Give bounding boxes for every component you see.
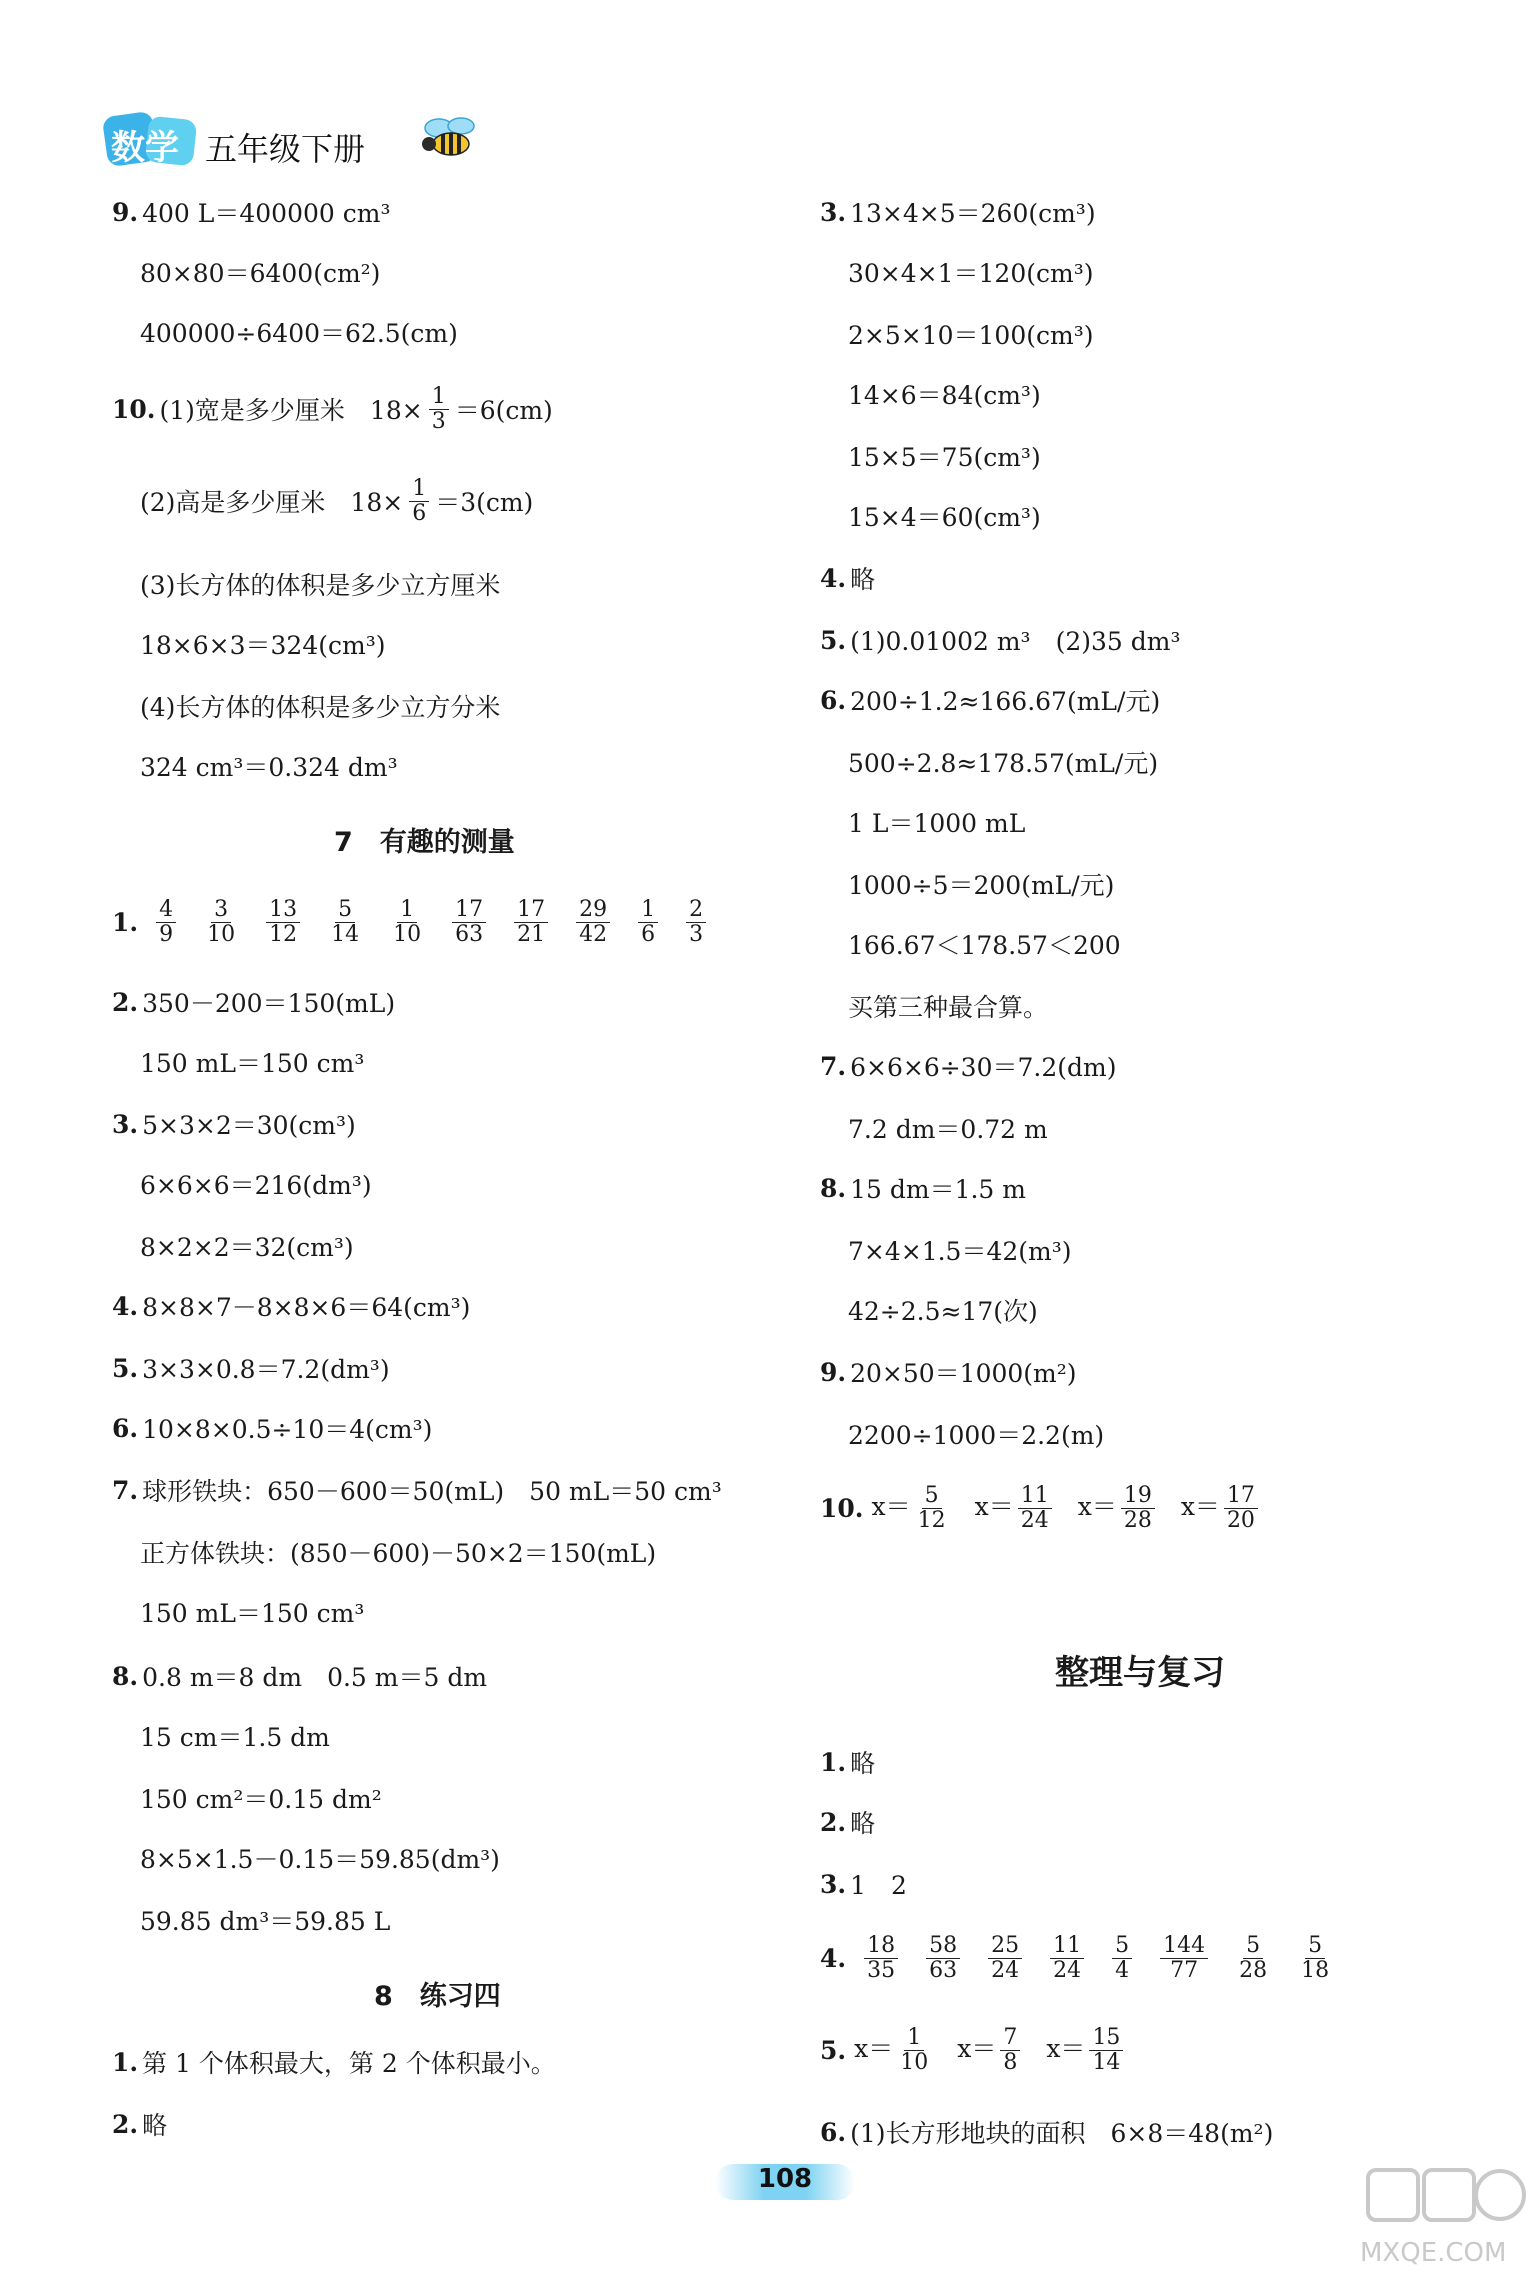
- fraction: $\frac{19}{28}$: [1121, 1484, 1155, 1531]
- fraction-list: [142, 898, 720, 945]
- answer-line: 324 cm³＝0.324 dm³: [140, 753, 398, 782]
- fraction: $\frac{5}{28}$: [1239, 1933, 1268, 1983]
- fraction: $\frac{11}{24}$: [1050, 1934, 1084, 1981]
- answer-line: 15×4＝60(cm³): [848, 503, 1041, 532]
- answer-line: 9. 400 L＝400000 cm³: [112, 197, 391, 228]
- fraction: $\frac{3}{10}$: [207, 897, 236, 947]
- fraction: $\frac{144}{77}$: [1160, 1934, 1208, 1981]
- fraction: $\frac{5}{14}$: [331, 897, 360, 947]
- equation-prefix: x＝: [1077, 1491, 1117, 1521]
- fraction: $\frac{1}{3}$: [429, 385, 449, 432]
- answer-line: 1000÷5＝200(mL/元): [848, 871, 1115, 900]
- fraction: $\frac{5}{18}$: [1301, 1933, 1330, 1983]
- answer-line: 6. 10×8×0.5÷10＝4(cm³): [112, 1413, 433, 1444]
- fraction: $\frac{2}{3}$: [686, 898, 706, 945]
- grade-label: 五年级下册: [205, 130, 366, 168]
- fraction: $\frac{5}{12}$: [917, 1483, 946, 1533]
- answer-line: 42÷2.5≈17(次): [848, 1297, 1038, 1326]
- answer-line: 1. 略: [820, 1747, 876, 1778]
- answer-line: (2)高是多少厘米 18× $\frac{1}{6}$ ＝3(cm): [140, 476, 534, 526]
- answer-line: 2×5×10＝100(cm³): [848, 321, 1094, 350]
- answer-line: 15 cm＝1.5 dm: [140, 1723, 330, 1752]
- equation-prefix: x＝: [871, 1491, 911, 1521]
- answer-line: 4. $\frac{18}{35}$ $\frac{58}{63}$ $\frac{25}{24}$ $\frac{11}{24}$ $\frac{5}{4}$ $\frac{144}{77}$ $\frac{5}{28}$ $\frac{5}{18}$: [820, 1926, 1346, 1990]
- answer-line: 1. $\frac{4}{9}$ $\frac{3}{10}$ $\frac{13}{12}$ $\frac{5}{14}$ $\frac{1}{10}$ $\frac{17}{63}$ $\frac{17}{21}$ $\frac{29}{42}$ $\frac{1}{6}$ $\frac{2}{3}$: [112, 890, 720, 954]
- watermark-logo: MXQE.COM: [1360, 2160, 1530, 2280]
- section-title: 7 有趣的测量: [334, 827, 515, 858]
- answer-line: 3. 13×4×5＝260(cm³): [820, 197, 1096, 228]
- fraction: $\frac{1}{6}$: [409, 477, 429, 524]
- answer-line: 7×4×1.5＝42(m³): [848, 1237, 1072, 1266]
- logo-text: 数学: [111, 128, 179, 168]
- fraction: $\frac{1}{6}$: [638, 898, 658, 945]
- equation-list: [850, 2026, 1127, 2073]
- answer-line: 正方体铁块：(850－600)－50×2＝150(mL): [140, 1539, 657, 1568]
- answer-line: 5. x＝ $\frac{1}{10}$ x＝ $\frac{7}{8}$ x＝ $\frac{15}{14}$: [820, 2018, 1127, 2082]
- answer-line: 2200÷1000＝2.2(m): [848, 1421, 1105, 1450]
- answer-line: 8×5×1.5－0.15＝59.85(dm³): [140, 1845, 500, 1874]
- fraction: $\frac{1}{10}$: [900, 2025, 929, 2075]
- answer-line: 6×6×6＝216(dm³): [140, 1171, 372, 1200]
- answer-line: 8. 15 dm＝1.5 m: [820, 1173, 1026, 1204]
- fraction: $\frac{18}{35}$: [864, 1934, 898, 1981]
- watermark-icon: [1360, 2160, 1530, 2240]
- answer-line: 7. 6×6×6÷30＝7.2(dm): [820, 1051, 1117, 1082]
- answer-line: 80×80＝6400(cm²): [140, 259, 381, 288]
- bee-icon: [415, 114, 485, 164]
- fraction: $\frac{11}{24}$: [1018, 1484, 1052, 1531]
- answer-line: 8×2×2＝32(cm³): [140, 1233, 354, 1262]
- answer-line: 2. 略: [820, 1807, 876, 1838]
- answer-line: 5. 3×3×0.8＝7.2(dm³): [112, 1353, 390, 1384]
- answer-line: (4)长方体的体积是多少立方分米: [140, 693, 501, 722]
- equation-prefix: x＝: [974, 1491, 1014, 1521]
- answer-line: 3. 5×3×2＝30(cm³): [112, 1109, 356, 1140]
- answer-line: 6. 200÷1.2≈166.67(mL/元): [820, 685, 1161, 716]
- answer-line: 5. (1)0.01002 m³ (2)35 dm³: [820, 625, 1181, 656]
- fraction: $\frac{17}{21}$: [514, 898, 548, 945]
- answer-line: 500÷2.8≈178.57(mL/元): [848, 749, 1159, 778]
- answer-line: 14×6＝84(cm³): [848, 381, 1041, 410]
- answer-line: 150 mL＝150 cm³: [140, 1599, 365, 1628]
- answer-line: 2. 350－200＝150(mL): [112, 987, 396, 1018]
- fraction: $\frac{29}{42}$: [576, 898, 610, 945]
- fraction: $\frac{5}{4}$: [1112, 1934, 1132, 1981]
- answer-line: 7. 球形铁块：650－600＝50(mL) 50 mL＝50 cm³: [112, 1475, 722, 1506]
- review-section-title: 整理与复习: [1055, 1653, 1225, 1693]
- answer-line: 2. 略: [112, 2109, 168, 2140]
- fraction: $\frac{15}{14}$: [1089, 2026, 1123, 2073]
- answer-line: 166.67＜178.57＜200: [848, 931, 1121, 960]
- fraction: $\frac{17}{63}$: [452, 898, 486, 945]
- fraction-list: [850, 1934, 1346, 1981]
- answer-line: 4. 8×8×7－8×8×6＝64(cm³): [112, 1291, 471, 1322]
- answer-line: (3)长方体的体积是多少立方厘米: [140, 571, 501, 600]
- answer-line: 7.2 dm＝0.72 m: [848, 1115, 1048, 1144]
- answer-line: 9. 20×50＝1000(m²): [820, 1357, 1077, 1388]
- answer-line: 150 mL＝150 cm³: [140, 1049, 365, 1078]
- fraction: $\frac{58}{63}$: [926, 1934, 960, 1981]
- equation-prefix: x＝: [854, 2033, 894, 2063]
- equation-prefix: x＝: [1180, 1491, 1220, 1521]
- answer-line: 15×5＝75(cm³): [848, 443, 1041, 472]
- fraction: $\frac{7}{8}$: [1000, 2026, 1020, 2073]
- equation-list: [868, 1484, 1262, 1531]
- answer-line: 买第三种最合算。: [848, 993, 1049, 1022]
- answer-line: 6. (1)长方形地块的面积 6×8＝48(m²): [820, 2117, 1274, 2148]
- answer-line: 18×6×3＝324(cm³): [140, 631, 386, 660]
- fraction: $\frac{13}{12}$: [266, 898, 300, 945]
- answer-line: 150 cm²＝0.15 dm²: [140, 1785, 382, 1814]
- answer-line: 400000÷6400＝62.5(cm): [140, 319, 458, 348]
- page-number: 108: [715, 2158, 855, 2204]
- fraction: $\frac{4}{9}$: [156, 898, 176, 945]
- equation-prefix: x＝: [957, 2033, 997, 2063]
- math-logo: [105, 108, 195, 168]
- fraction: $\frac{17}{20}$: [1224, 1484, 1258, 1531]
- equation-prefix: x＝: [1046, 2033, 1086, 2063]
- fraction: $\frac{1}{10}$: [393, 897, 422, 947]
- answer-line: 4. 略: [820, 563, 876, 594]
- answer-line: 10. x＝ $\frac{5}{12}$ x＝ $\frac{11}{24}$ x＝ $\frac{19}{28}$ x＝ $\frac{17}{20}$: [820, 1476, 1262, 1540]
- answer-line: 3. 1 2: [820, 1869, 907, 1900]
- answer-line: 30×4×1＝120(cm³): [848, 259, 1094, 288]
- answer-line: 8. 0.8 m＝8 dm 0.5 m＝5 dm: [112, 1661, 488, 1692]
- answer-line: 1. 第 1 个体积最大，第 2 个体积最小。: [112, 2047, 556, 2078]
- answer-line: 59.85 dm³＝59.85 L: [140, 1907, 391, 1936]
- answer-line: 1 L＝1000 mL: [848, 809, 1026, 838]
- answer-line: 10. (1)宽是多少厘米 18× $\frac{1}{3}$ ＝6(cm): [112, 384, 553, 434]
- fraction: $\frac{25}{24}$: [988, 1934, 1022, 1981]
- section-title: 8 练习四: [374, 1981, 501, 2012]
